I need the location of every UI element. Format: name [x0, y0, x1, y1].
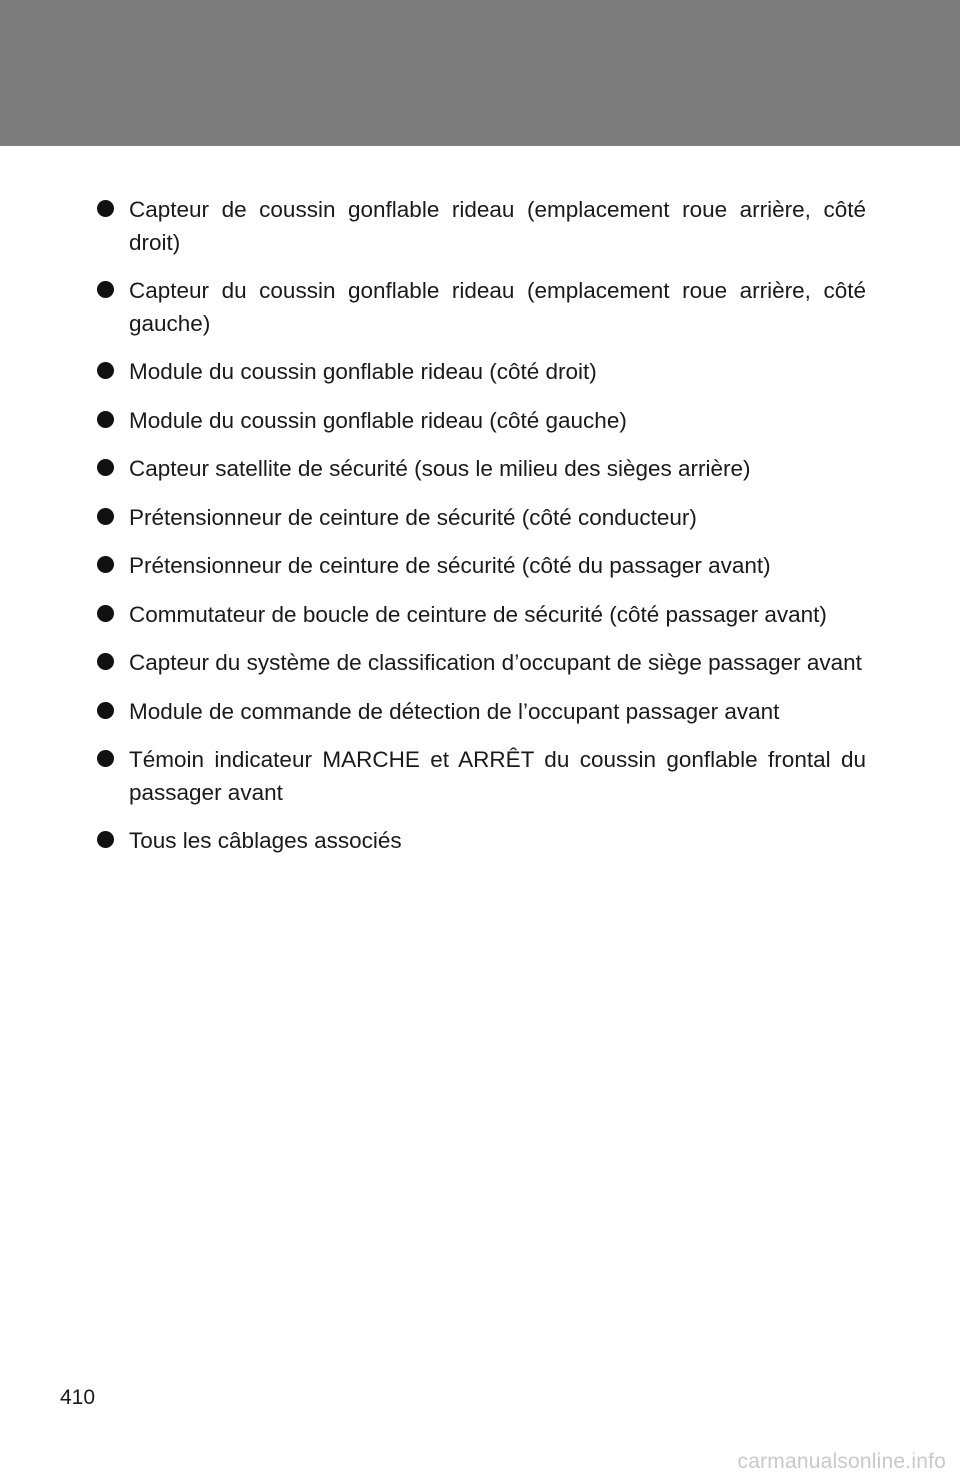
list-item: [96, 550, 866, 583]
watermark-text[interactable]: carmanualsonline.info: [737, 1450, 946, 1473]
list-item-text: Module de commande de détection de l’occupant passager avant: [129, 698, 780, 724]
list-item: [96, 696, 866, 729]
bullet-icon: [97, 831, 114, 848]
bullet-icon: [97, 362, 114, 379]
list-item: [96, 405, 866, 438]
bullet-icon: [97, 508, 114, 525]
list-item-text: Capteur du coussin gonflable rideau (emplacement roue arrière, côté gauche): [129, 278, 866, 336]
list-item-text: Prétensionneur de ceinture de sécurité (côté conducteur): [129, 504, 697, 530]
list-item-text: Tous les câblages associés: [129, 828, 402, 853]
list-item: [96, 825, 866, 858]
list-item: [96, 275, 866, 340]
page-number: 410: [60, 1386, 96, 1409]
list-item-text: Capteur de coussin gonflable rideau (emplacement roue arrière, côté droit): [129, 197, 866, 255]
list-item-text: Module du coussin gonflable rideau (côté gauche): [129, 407, 627, 433]
list-item-text: Capteur du système de classification d’occupant de siège passager avant: [129, 650, 862, 675]
bullet-icon: [97, 281, 114, 298]
list-item-text: Témoin indicateur MARCHE et ARRÊT du coussin gonflable frontal du passager avant: [129, 747, 866, 805]
list-item: [96, 647, 866, 680]
list-item-text: Module du coussin gonflable rideau (côté droit): [129, 359, 597, 384]
bullet-list: [96, 194, 866, 874]
list-item-text: Prétensionneur de ceinture de sécurité (côté du passager avant): [129, 553, 771, 578]
list-item: [96, 599, 866, 632]
bullet-icon: [97, 702, 114, 719]
list-item: [96, 744, 866, 809]
list-item-text: Commutateur de boucle de ceinture de sécurité (côté passager avant): [129, 601, 827, 627]
bullet-icon: [97, 459, 114, 476]
bullet-icon: [97, 556, 114, 573]
bullet-icon: [97, 411, 114, 428]
header-band: [0, 0, 960, 146]
list-item: [96, 356, 866, 389]
bullet-icon: [97, 750, 114, 767]
bullet-icon: [97, 605, 114, 622]
list-item: [96, 194, 866, 259]
list-item: [96, 453, 866, 486]
bullet-icon: [97, 653, 114, 670]
list-item-text: Capteur satellite de sécurité (sous le milieu des sièges arrière): [129, 456, 751, 481]
list-item: [96, 502, 866, 535]
bullet-icon: [97, 200, 114, 217]
